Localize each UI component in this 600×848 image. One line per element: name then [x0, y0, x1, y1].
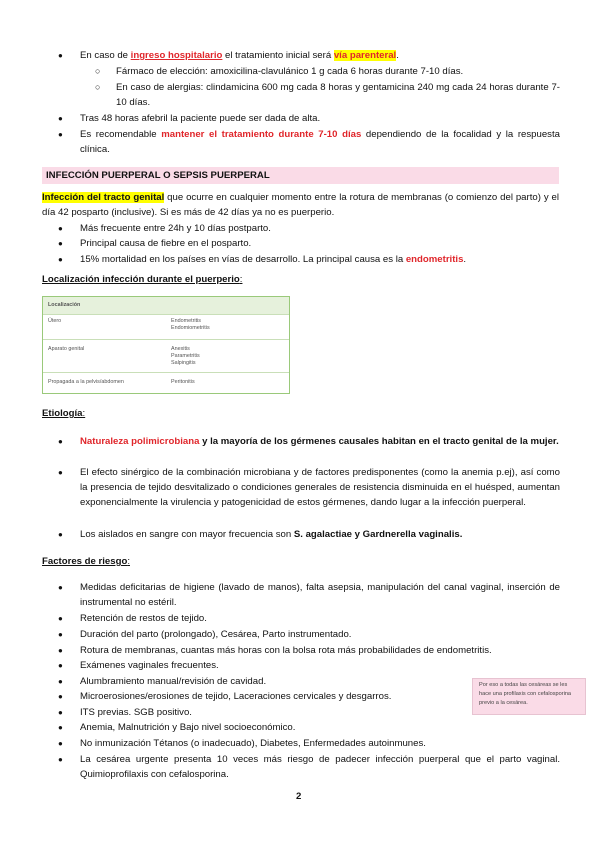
localizacion-table	[42, 296, 290, 394]
list-item: ● Tras 48 horas afebril la paciente puede ser dada de alta.	[80, 111, 560, 126]
page-number: 2	[296, 791, 302, 802]
highlight-text: ingreso hospitalario	[130, 50, 223, 61]
list-item: ● Exámenes vaginales frecuentes.	[80, 658, 470, 673]
sub-list-item: ○ Fármaco de elección: amoxicilina-clavulánico 1 g cada 6 horas durante 7-10 días.	[116, 64, 560, 79]
list-item: ● Los aislados en sangre con mayor frecuencia son S. agalactiae y Gardnerella vaginalis.	[80, 527, 560, 542]
list-item: ● Más frecuente entre 24h y 10 días postparto.	[80, 221, 560, 236]
list-item: ● El efecto sinérgico de la combinación microbiana y de factores predisponentes (como la anemia p.ej), así como la presencia de tejido desvitalizado o condiciones generales de resistencia disminuida en el huésped, aumentan exponencialmente la virulencia y patogenicidad de estos gérmenes, dando lugar a la infección puerperal.	[58, 467, 560, 509]
list-item: ● La cesárea urgente presenta 10 veces más riesgo de padecer infección puerperal que el parto vaginal. Quimioprofilaxis con cefalosporina.	[58, 754, 560, 781]
circle-bullet-icon: ○	[95, 66, 101, 76]
bullet-icon: ●	[58, 677, 63, 686]
list-item: ● ITS previas. SGB positivo.	[80, 705, 470, 720]
bullet-icon: ●	[58, 583, 63, 592]
bullet-icon: ●	[58, 755, 63, 764]
side-note: Por eso a todas las cesáreas se les hace una profilaxis con cefalosporina previo a la cesárea.	[472, 678, 586, 715]
bullet-icon: ●	[58, 692, 63, 701]
list-item: ● Rotura de membranas, cuantas más horas con la bolsa rota más probabilidades de endometritis.	[80, 643, 560, 658]
list-item: ● Anemia, Malnutrición y Bajo nivel socioeconómico.	[80, 720, 560, 735]
list-item: ● Duración del parto (prolongado), Cesárea, Parto instrumentado.	[80, 627, 560, 642]
circle-bullet-icon: ○	[95, 82, 101, 92]
section-title: INFECCIÓN PUERPERAL O SEPSIS PUERPERAL	[46, 170, 270, 181]
list-item: ● En caso de ingreso hospitalario el tratamiento inicial será vía parenteral.	[80, 48, 560, 63]
list-item: ● Medidas deficitarias de higiene (lavado de manos), falta asepsia, manipulación del canal vaginal, inserción de instrumental no estéril.	[58, 582, 560, 609]
bullet-icon: ●	[58, 708, 63, 717]
list-item: ● Retención de restos de tejido.	[80, 611, 560, 626]
sub-list-item: ○ En caso de alergias: clindamicina 600 mg cada 8 horas y gentamicina 240 mg cada 24 horas durante 7-10 días.	[95, 82, 560, 109]
bullet-icon: ●	[58, 51, 63, 60]
highlight-text: Infección del tracto genital	[42, 192, 165, 203]
bullet-icon: ●	[58, 723, 63, 732]
bullet-icon: ●	[58, 646, 63, 655]
list-item: ● Naturaleza polimicrobiana y la mayoría de los gérmenes causales habitan en el tracto genital de la mujer.	[80, 434, 560, 449]
bullet-icon: ●	[58, 130, 63, 139]
list-item: ● Microerosiones/erosiones de tejido, Laceraciones cervicales y desgarros.	[80, 689, 470, 704]
list-item: ● Alumbramiento manual/revisión de cavidad.	[80, 674, 470, 689]
etiologia-heading: Etiología:	[42, 408, 86, 419]
bullet-icon: ●	[58, 614, 63, 623]
list-item: ● 15% mortalidad en los países en vías de desarrollo. La principal causa es la endometritis.	[80, 252, 560, 267]
bullet-icon: ●	[58, 739, 63, 748]
intro-paragraph: Infección del tracto genital que ocurre en cualquier momento entre la rotura de membranas (o comienzo del parto) y el día 42 posparto (inclusive). Si es más de 42 días ya no es puerperio.	[42, 192, 559, 219]
bullet-icon: ●	[58, 114, 63, 123]
factores-heading: Factores de riesgo:	[42, 556, 130, 567]
table-row: Propagada a la pelvis/abdomen Peritonitis	[43, 372, 289, 393]
bullet-icon: ●	[58, 661, 63, 670]
highlight-text: vía parenteral	[333, 50, 397, 61]
localizacion-heading: Localización infección durante el puerperio:	[42, 274, 243, 285]
bullet-icon: ●	[58, 468, 63, 477]
list-item: ● Es recomendable mantener el tratamiento durante 7-10 días dependiendo de la focalidad y la respuesta clínica.	[58, 129, 560, 156]
bullet-icon: ●	[58, 630, 63, 639]
bullet-icon: ●	[58, 530, 63, 539]
list-item: ● No inmunización Tétanos (o inadecuado), Diabetes, Enfermedades autoinmunes.	[80, 736, 560, 751]
list-item: ● Principal causa de fiebre en el posparto.	[80, 236, 560, 251]
bullet-icon: ●	[58, 437, 63, 446]
table-row: Aparato genital Anexitis Parametritis Salpingitis	[43, 339, 289, 373]
table-row: Útero Endometritis Endomiometritis	[43, 314, 289, 340]
bullet-icon: ●	[58, 255, 63, 264]
table-header-row: Localización	[43, 297, 289, 314]
bullet-icon: ●	[58, 239, 63, 248]
bullet-icon: ●	[58, 224, 63, 233]
